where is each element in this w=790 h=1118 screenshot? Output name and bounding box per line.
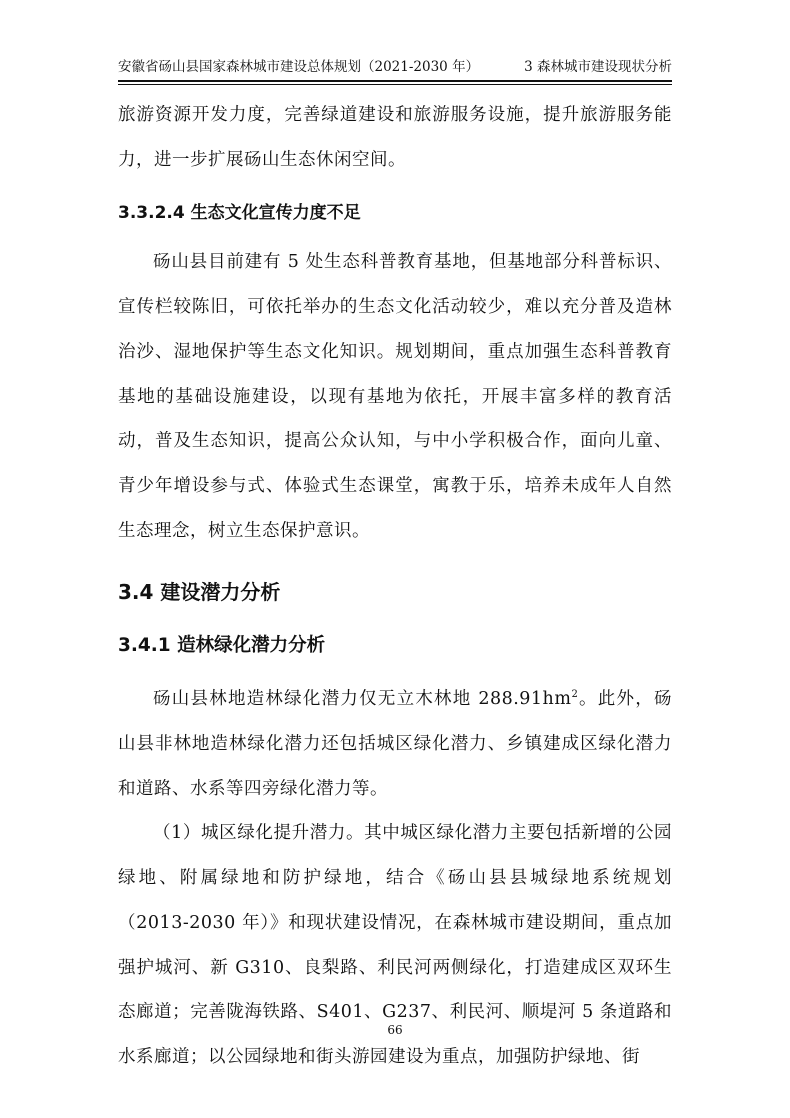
page-number: 66: [387, 1023, 403, 1037]
afforestation-text-post: 。此外，砀山县非林地造林绿化潜力还包括城区绿化潜力、乡镇建成区绿化潜力和道路、水系等四旁绿化潜力等。: [118, 689, 672, 799]
paragraph-ecological-culture: 砀山县目前建有 5 处生态科普教育基地，但基地部分科普标识、宣传栏较陈旧，可依托举办的生态文化活动较少，难以充分普及造林治沙、湿地保护等生态文化知识。规划期间，重点加强生态科普教育基地的基础设施建设，以现有基地为依托，开展丰富多样的教育活动，普及生态知识，提高公众认知，与中小学积极合作，面向儿童、青少年增设参与式、体验式生态课堂，寓教于乐，培养未成年人自然生态理念，树立生态保护意识。: [118, 252, 672, 541]
page-body: [118, 93, 672, 1080]
header-rule-thin: [118, 84, 672, 85]
running-header: [118, 56, 672, 78]
header-chapter-title: 3 森林城市建设现状分析: [524, 59, 672, 75]
header-document-title: 安徽省砀山县国家森林城市建设总体规划（2021-2030 年）: [118, 59, 480, 75]
heading-3-4: 3.4 建设潜力分析: [118, 580, 281, 605]
paragraph-afforestation-potential: [118, 677, 672, 811]
heading-3-4-1: 3.4.1 造林绿化潜力分析: [118, 635, 326, 657]
heading-3-3-2-4: 3.3.2.4 生态文化宣传力度不足: [118, 203, 361, 224]
header-rule-thick: [118, 80, 672, 82]
area-unit-superscript: 2: [571, 689, 579, 701]
afforestation-text-pre: 砀山县林地造林绿化潜力仅无立木林地 288.91hm: [153, 689, 572, 710]
paragraph-urban-greening: （1）城区绿化提升潜力。其中城区绿化潜力主要包括新增的公园绿地、附属绿地和防护绿地，结合《砀山县县城绿地系统规划（2013-2030 年）》和现状建设情况，在森林城市建设期间，重点加强护城河、新 G310、良梨路、利民河两侧绿化，打造建成区双环生态廊道；完善陇海铁路、S401、G237、利民河、顺堤河 5 条道路和水系廊道；以公园绿地和街头游园建设为重点，加强防护绿地、街: [118, 823, 672, 1067]
paragraph-continued: 旅游资源开发力度，完善绿道建设和旅游服务设施，提升旅游服务能力，进一步扩展砀山生态休闲空间。: [118, 105, 672, 170]
